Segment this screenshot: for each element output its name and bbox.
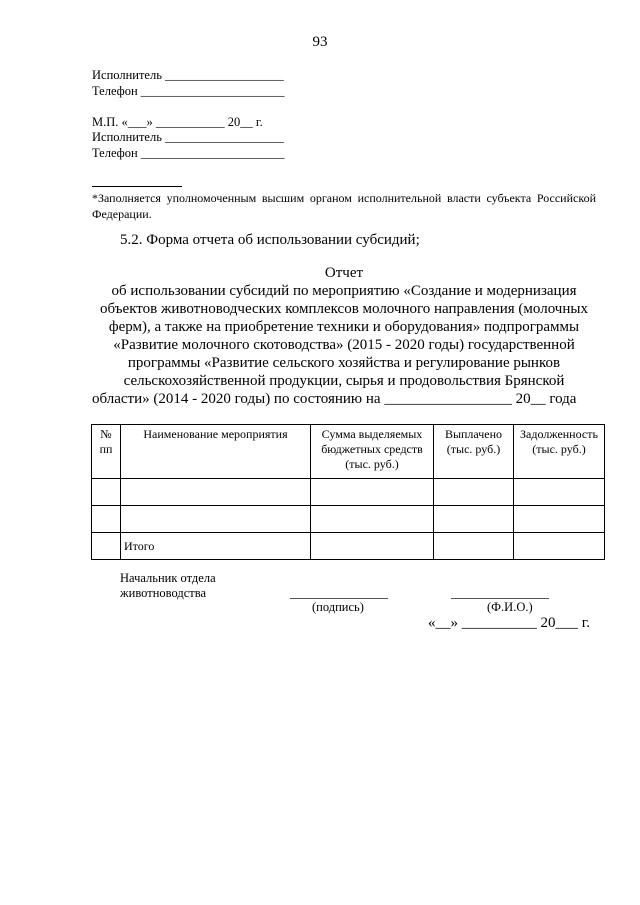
table-cell (434, 479, 514, 506)
report-line: «Развитие молочного скотоводства» (2015 - 2020 годы) государственной (113, 337, 575, 353)
table-row (92, 506, 605, 533)
table-row (92, 479, 605, 506)
column-header: Выплачено (тыс. руб.) (434, 425, 514, 479)
table-total-row (92, 533, 605, 560)
table-cell (311, 479, 434, 506)
table-cell (514, 479, 605, 506)
stamp-date-line: М.П. «___» ___________ 20__ г. (92, 115, 263, 129)
table-cell (311, 533, 434, 560)
report-line: программы «Развитие сельского хозяйства и регулирование рынков (127, 355, 561, 371)
table-cell (434, 533, 514, 560)
signature-line (290, 598, 388, 599)
total-label: Итого (121, 533, 311, 560)
phone-line-2: Телефон _______________________ (92, 146, 285, 160)
executor-line-1: Исполнитель ___________________ (92, 68, 284, 82)
report-line: об использовании субсидий по мероприятию «Создание и модернизация (111, 283, 577, 299)
report-line: сельскохозяйственной продукции, сырья и продовольствия Брянской (123, 373, 565, 389)
table-cell (92, 533, 121, 560)
column-header: Сумма выделяемых бюджетных средств (тыс. руб.) (311, 425, 434, 479)
name-caption: (Ф.И.О.) (487, 600, 533, 614)
phone-line-1: Телефон _______________________ (92, 84, 285, 98)
report-heading (92, 264, 596, 408)
page-number: 93 (312, 34, 328, 50)
table-header-row (92, 425, 605, 479)
report-line: объектов животноводческих комплексов молочного направления (молочных (100, 301, 588, 317)
section-title: 5.2. Форма отчета об использовании субсидий; (120, 232, 420, 248)
table-cell (311, 506, 434, 533)
footnote: *Заполняется уполномоченным высшим органом исполнительной власти субъекта Российской Федерации. (92, 191, 596, 221)
table-cell (121, 479, 311, 506)
table-cell (121, 506, 311, 533)
subsidy-table (91, 424, 605, 560)
column-header: Наименование мероприятия (121, 425, 311, 479)
report-line: ферм), а также на приобретение техники и оборудования» подпрограммы (108, 319, 580, 335)
executor-line-2: Исполнитель ___________________ (92, 130, 284, 144)
signatory-position-line-1: Начальник отдела (120, 571, 216, 585)
name-line (451, 598, 549, 599)
table-cell (514, 506, 605, 533)
report-line: области» (2014 - 2020 годы) по состоянию на _________________ 20__ года (92, 391, 577, 407)
date-line: «__» __________ 20___ г. (428, 615, 590, 631)
report-title: Отчет (324, 265, 364, 281)
signatory-position-line-2: животноводства (120, 586, 206, 600)
footnote-separator (92, 186, 182, 187)
table-cell (514, 533, 605, 560)
table-cell (92, 479, 121, 506)
column-header: Задолженность (тыс. руб.) (514, 425, 605, 479)
column-header: № пп (92, 425, 121, 479)
table-cell (434, 506, 514, 533)
table-cell (92, 506, 121, 533)
signature-caption: (подпись) (312, 600, 364, 614)
